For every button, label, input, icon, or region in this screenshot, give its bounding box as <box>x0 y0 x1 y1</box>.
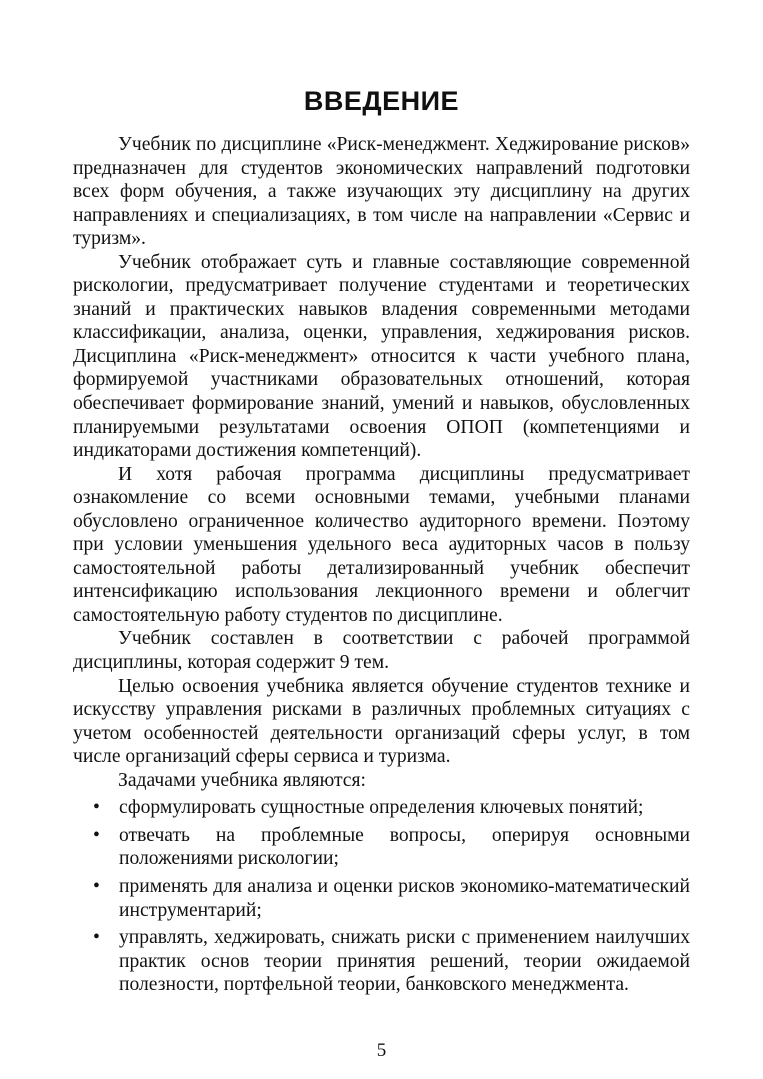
list-item-text: сформулировать сущностные определения ключевых понятий; <box>119 797 644 819</box>
paragraph-intro: Учебник по дисциплине «Риск-менеджмент. Хеджирование рисков» предназначен для студентов экономических направлений подготовки всех форм обучения, а также изучающих эту дисциплину на других направлениях и специализациях, в том числе на направлении «Сервис и туризм». <box>73 134 690 250</box>
paragraph-program: И хотя рабочая программа дисциплины предусматривает ознакомление со всеми основными темами, учебными планами обусловлено ограниченное количество аудиторного времени. Поэтому при условии уменьшения удельного веса аудиторных часов в пользу самостоятельной работы детализированный учебник обеспечит интенсификацию использования лекционного времени и облегчит самостоятельную работу студентов по дисциплине. <box>73 463 690 626</box>
bullet-icon: • <box>93 797 100 819</box>
bullet-icon: • <box>93 824 100 846</box>
paragraph-themes: Учебник составлен в соответствии с рабочей программой дисциплины, которая содержит 9 тем. <box>73 628 690 674</box>
list-item <box>93 824 690 871</box>
paragraph-tasks-heading: Задачами учебника являются: <box>118 769 366 791</box>
list-item <box>93 926 690 997</box>
list-item-text: отвечать на проблемные вопросы, оперируя основными положениями рискологии; <box>119 824 690 870</box>
list-item <box>93 875 690 922</box>
paragraph-goal: Целью освоения учебника является обучение студентов технике и искусству управления рисками в различных проблемных ситуациях с учетом особенностей деятельности организаций сферы услуг, в том числе организаций сферы сервиса и туризма. <box>73 675 690 768</box>
bullet-icon: • <box>93 927 100 949</box>
list-item-text: управлять, хеджировать, снижать риски с применением наилучших практик основ теории принятия решений, теории ожидаемой полезности, портфельной теории, банковского менеджмента. <box>119 927 690 996</box>
page-title: ВВЕДЕНИЕ <box>303 86 460 116</box>
list-item-text: применять для анализа и оценки рисков экономико-математический инструментарий; <box>119 875 690 921</box>
task-list <box>73 796 690 996</box>
list-item <box>93 796 690 820</box>
bullet-icon: • <box>93 875 100 897</box>
body-text <box>73 133 690 997</box>
paragraph-content: Учебник отображает суть и главные составляющие современной рискологии, предусматривает получение студентами и теоретических знаний и практических навыков владения современными методами классификации, анализа, оценки, управления, хеджирования рисков. Дисциплина «Риск-менеджмент» относится к части учебного плана, формируемой участниками образовательных отношений, которая обеспечивает формирование знаний, умений и навыков, обусловленных планируемыми результатами освоения ОПОП (компетенциями и индикаторами достижения компетенций). <box>73 251 690 462</box>
page-number: 5 <box>376 1040 387 1061</box>
